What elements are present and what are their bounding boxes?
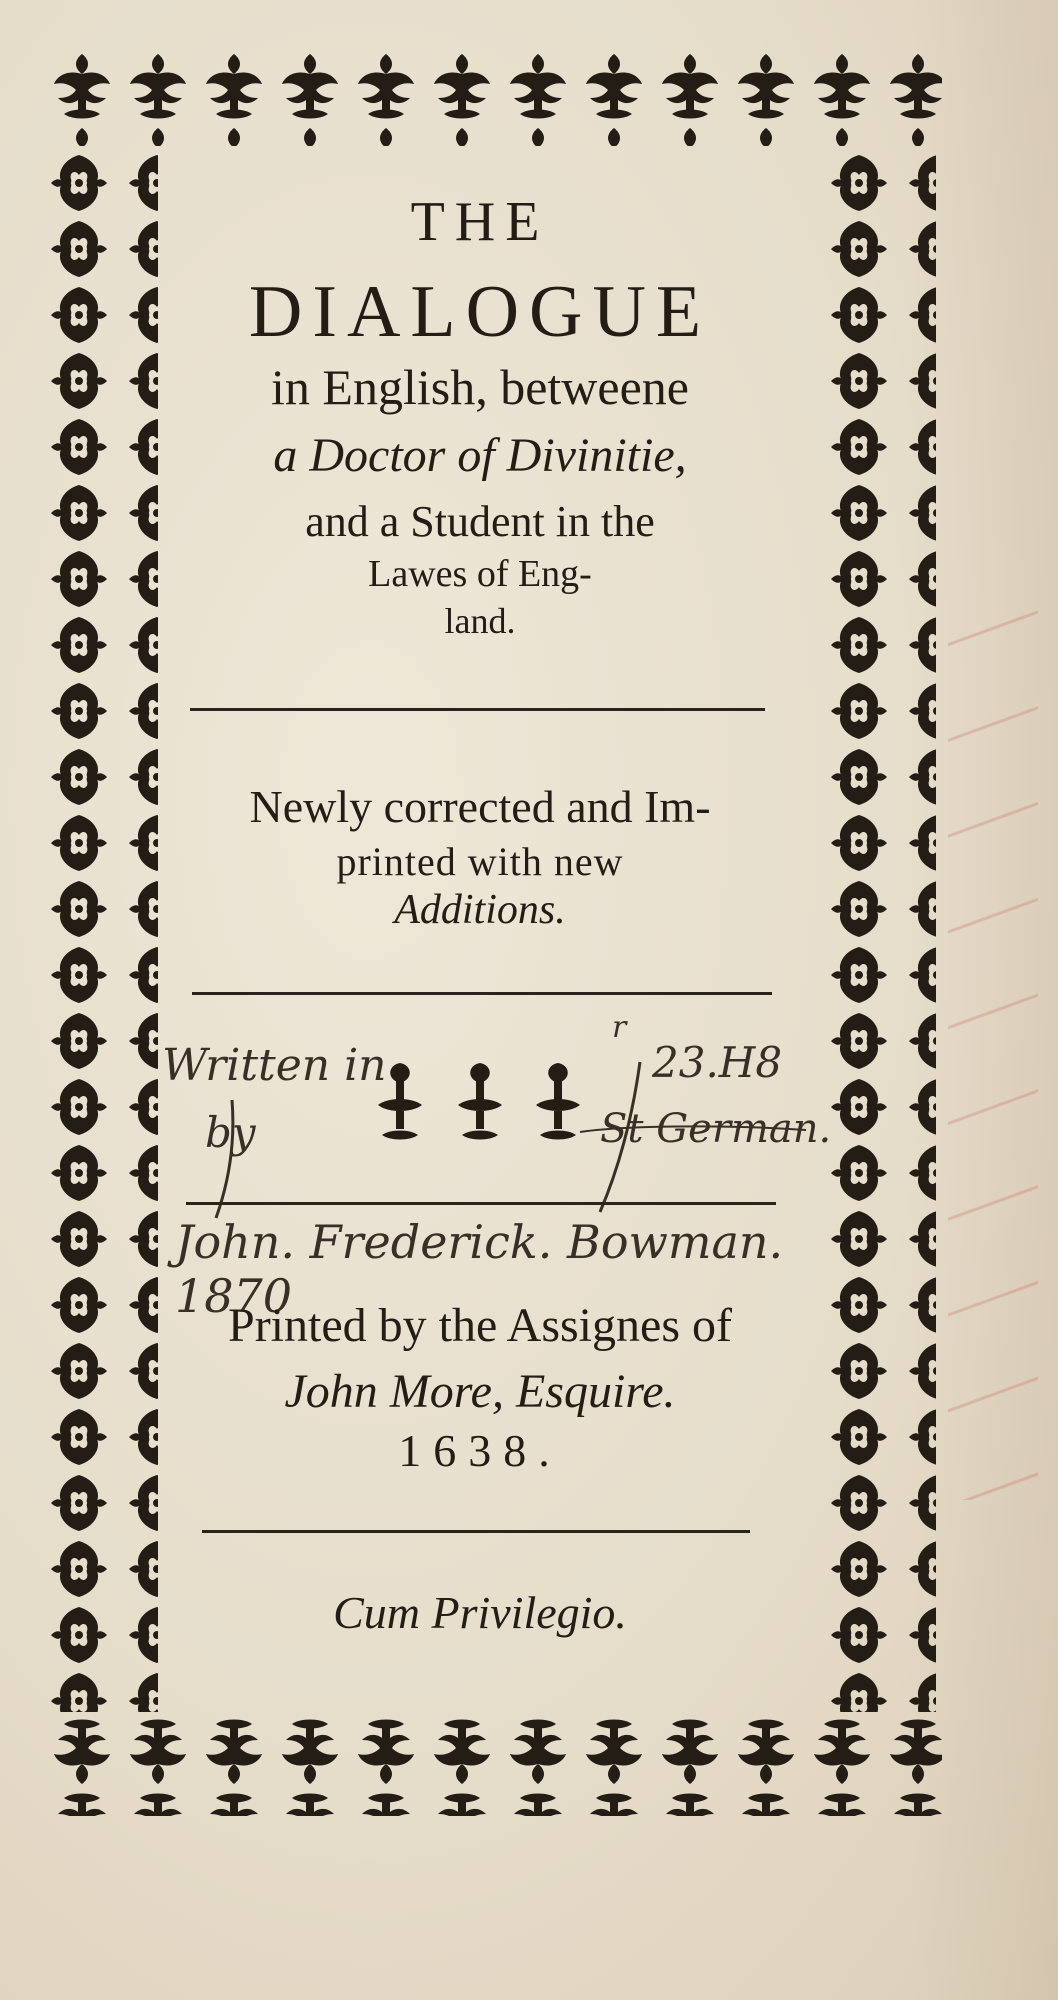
- manuscript-by: by: [205, 1108, 256, 1157]
- manuscript-regnal-number: 23.H8: [652, 1038, 783, 1087]
- imprint-year: 1638.: [398, 1425, 562, 1476]
- title-lawes: Lawes of Eng-: [368, 553, 592, 595]
- subtitle-newly-corrected: Newly corrected and Im-: [249, 781, 711, 832]
- rule-3: [186, 1202, 776, 1205]
- title-dialogue: DIALOGUE: [248, 271, 712, 353]
- manuscript-st-german: St German.: [600, 1106, 832, 1152]
- title-in-english: in English, betweene: [271, 359, 689, 415]
- imprint-john-more: John More, Esquire.: [284, 1365, 676, 1418]
- subtitle-printed-with: printed with new: [336, 839, 624, 884]
- title-the: THE: [410, 191, 550, 253]
- manuscript-superscript: r: [612, 1010, 627, 1045]
- manuscript-written-in: Written in: [162, 1040, 387, 1091]
- imprint-printed-by: Printed by the Assignes of: [228, 1299, 732, 1352]
- cum-privilegio: Cum Privilegio.: [333, 1587, 627, 1638]
- title-student: and a Student in the: [305, 497, 655, 546]
- subtitle-additions: Additions.: [394, 887, 566, 933]
- title-land: land.: [444, 601, 516, 641]
- rule-4: [202, 1530, 750, 1533]
- owner-inscription: John. Frederick. Bowman. 1870: [175, 1215, 784, 1323]
- title-doctor: a Doctor of Divinitie,: [273, 429, 687, 482]
